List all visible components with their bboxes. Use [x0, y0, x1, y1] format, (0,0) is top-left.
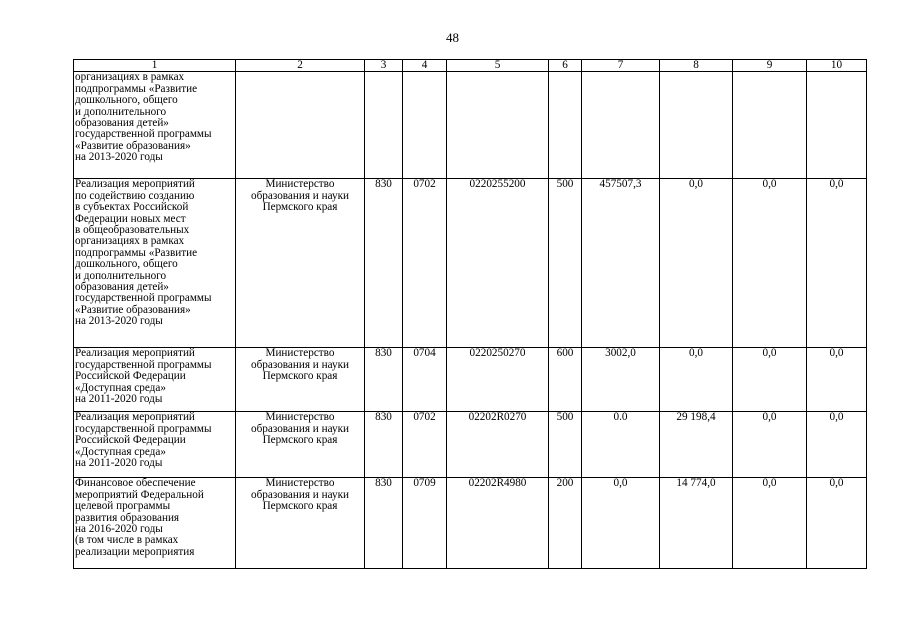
activity-description: Реализация мероприятий государственной программы Российской Федерации «Доступная среда» на 2011-2020 годы [74, 348, 236, 412]
column-header: 7 [582, 60, 660, 72]
admin-code [365, 72, 403, 179]
budget-table [73, 59, 867, 569]
responsible-ministry [236, 72, 365, 179]
column-header: 9 [733, 60, 807, 72]
admin-code: 830 [365, 412, 403, 478]
table-row [74, 72, 867, 179]
table-row [74, 179, 867, 348]
target-item-code [447, 72, 549, 179]
amount-col-10: 0,0 [807, 412, 867, 478]
target-item-code: 0220250270 [447, 348, 549, 412]
amount-col-7 [582, 72, 660, 179]
amount-col-9: 0,0 [733, 478, 807, 569]
amount-col-8: 0,0 [660, 179, 733, 348]
amount-col-10: 0,0 [807, 348, 867, 412]
responsible-ministry: Министерство образования и науки Пермского края [236, 412, 365, 478]
responsible-ministry: Министерство образования и науки Пермского края [236, 478, 365, 569]
responsible-ministry: Министерство образования и науки Пермского края [236, 179, 365, 348]
amount-col-9: 0,0 [733, 348, 807, 412]
column-header: 4 [403, 60, 447, 72]
admin-code: 830 [365, 179, 403, 348]
expense-type-code: 500 [549, 412, 582, 478]
section-code: 0704 [403, 348, 447, 412]
amount-col-9 [733, 72, 807, 179]
amount-col-8: 0,0 [660, 348, 733, 412]
activity-description: Реализация мероприятий по содействию созданию в субъектах Российской Федерации новых мест в общеобразовательных организациях в рамках подпрограммы «Развитие дошкольного, общего и дополнительного образования детей» государственной программы «Развитие образования» на 2013-2020 годы [74, 179, 236, 348]
amount-col-10 [807, 72, 867, 179]
column-header: 10 [807, 60, 867, 72]
admin-code: 830 [365, 478, 403, 569]
activity-description: Финансовое обеспечение мероприятий Федеральной целевой программы развития образования на 2016-2020 годы (в том числе в рамках реализации мероприятия [74, 478, 236, 569]
column-header: 6 [549, 60, 582, 72]
amount-col-8: 29 198,4 [660, 412, 733, 478]
amount-col-9: 0,0 [733, 412, 807, 478]
activity-description: организациях в рамках подпрограммы «Развитие дошкольного, общего и дополнительного образования детей» государственной программы «Развитие образования» на 2013-2020 годы [74, 72, 236, 179]
amount-col-10: 0,0 [807, 478, 867, 569]
column-header: 1 [74, 60, 236, 72]
admin-code: 830 [365, 348, 403, 412]
section-code: 0702 [403, 179, 447, 348]
amount-col-8 [660, 72, 733, 179]
table-row [74, 478, 867, 569]
expense-type-code: 600 [549, 348, 582, 412]
column-header: 3 [365, 60, 403, 72]
amount-col-7: 0.0 [582, 412, 660, 478]
header-row [74, 60, 867, 72]
expense-type-code [549, 72, 582, 179]
expense-type-code: 200 [549, 478, 582, 569]
target-item-code: 02202R4980 [447, 478, 549, 569]
amount-col-8: 14 774,0 [660, 478, 733, 569]
target-item-code: 0220255200 [447, 179, 549, 348]
column-header: 5 [447, 60, 549, 72]
target-item-code: 02202R0270 [447, 412, 549, 478]
page-number: 48 [446, 30, 459, 45]
amount-col-7: 457507,3 [582, 179, 660, 348]
activity-description: Реализация мероприятий государственной программы Российской Федерации «Доступная среда» на 2011-2020 годы [74, 412, 236, 478]
expense-type-code: 500 [549, 179, 582, 348]
amount-col-7: 3002,0 [582, 348, 660, 412]
table-row [74, 412, 867, 478]
amount-col-10: 0,0 [807, 179, 867, 348]
section-code: 0702 [403, 412, 447, 478]
column-header: 8 [660, 60, 733, 72]
section-code [403, 72, 447, 179]
section-code: 0709 [403, 478, 447, 569]
table-row [74, 348, 867, 412]
responsible-ministry: Министерство образования и науки Пермского края [236, 348, 365, 412]
amount-col-9: 0,0 [733, 179, 807, 348]
amount-col-7: 0,0 [582, 478, 660, 569]
column-header: 2 [236, 60, 365, 72]
